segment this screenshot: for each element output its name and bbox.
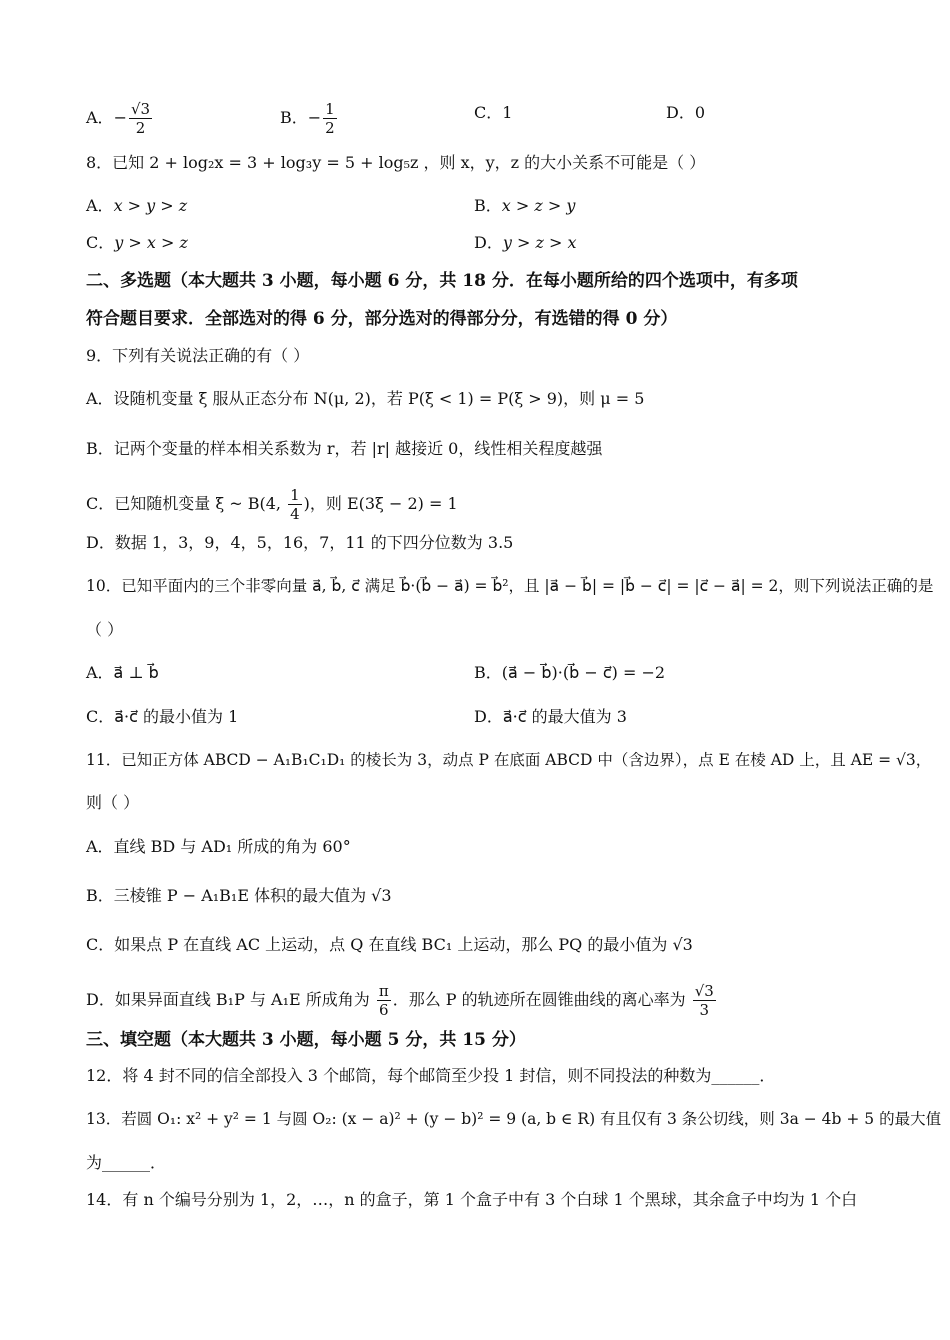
numerator: √3 (694, 982, 714, 1000)
option-label: A． (86, 108, 114, 127)
q10-option-b: B．(a⃗ − b⃗)·(b⃗ − c⃗) = −2 (474, 663, 666, 682)
q14-stem: 14．有 n 个编号分别为 1，2，…，n 的盒子，第 1 个盒子中有 3 个白球 1 个黑球，其余盒子中均为 1 个白 (86, 1190, 858, 1209)
q11-option-b: B．三棱锥 P − A₁B₁E 体积的最大值为 √3 (86, 886, 392, 905)
q7-option-d (666, 101, 705, 125)
q8-option-b (474, 194, 575, 218)
q9-option-c (86, 486, 458, 523)
q10-option-a: A．a⃗ ⊥ b⃗ (86, 663, 159, 682)
q13-stem-line2: 为______． (86, 1153, 167, 1172)
option-text: y > z > x (502, 233, 577, 252)
section-3-heading: 三、填空题（本大题共 3 小题，每小题 5 分，共 15 分） (86, 1030, 526, 1050)
option-text: x > z > y (501, 196, 576, 215)
fraction (288, 486, 302, 523)
option-value: 1 (502, 103, 513, 122)
numerator: 1 (325, 100, 335, 118)
numerator: π (378, 982, 389, 1000)
q10-option-d: D．a⃗·c⃗ 的最大值为 3 (474, 707, 627, 726)
q10-stem: 10．已知平面内的三个非零向量 a⃗, b⃗, c⃗ 满足 b⃗·(b⃗ − a⃗) = b⃗²，且 |a⃗ − b⃗| = |b⃗ − c⃗| = |c⃗ − a⃗| = 2，则下列说法正确的是 (86, 577, 934, 595)
option-label: C． (86, 233, 115, 252)
denominator: 6 (379, 1001, 389, 1019)
numerator: √3 (130, 100, 151, 118)
denominator: 3 (699, 1001, 710, 1019)
option-label: D． (474, 233, 503, 252)
q13-stem-line1: 13．若圆 O₁: x² + y² = 1 与圆 O₂: (x − a)² + (y − b)² = 9 (a, b ∈ R) 有且仅有 3 条公切线，则 3a − 4b + 5 的最大值 (86, 1110, 942, 1128)
q11-option-d (86, 982, 718, 1019)
fraction (377, 982, 391, 1019)
q10-answer-paren: （ ） (86, 620, 124, 639)
q11-option-c: C．如果点 P 在直线 AC 上运动，点 Q 在直线 BC₁ 上运动，那么 PQ 的最小值为 √3 (86, 935, 693, 954)
q8-option-d (474, 231, 577, 255)
option-label: B． (280, 108, 308, 127)
q8-option-a (86, 194, 187, 218)
option-text: y > x > z (114, 233, 188, 252)
fraction (323, 100, 337, 137)
q7-option-b (280, 100, 339, 137)
q7-option-c (474, 101, 512, 125)
q9-option-a: A．设随机变量 ξ 服从正态分布 N(μ, 2)，若 P(ξ < 1) = P(ξ > 9)，则 μ = 5 (86, 389, 645, 408)
q10-option-c: C．a⃗·c⃗ 的最小值为 1 (86, 707, 239, 726)
sign: − (307, 108, 322, 127)
denominator: 2 (325, 119, 335, 137)
option-value: 0 (694, 103, 706, 122)
option-text-prefix: C．已知随机变量 ξ ~ B(4, (86, 494, 287, 513)
q12-stem: 12．将 4 封不同的信全部投入 3 个邮筒，每个邮筒至少投 1 封信，则不同投法的种数为______． (86, 1066, 776, 1085)
numerator: 1 (290, 486, 300, 504)
q7-option-a (86, 100, 154, 137)
option-label: A． (86, 196, 114, 215)
q8-stem: 8．已知 2 + log₂x = 3 + log₃y = 5 + log₅z ，则 x，y，z 的大小关系不可能是（ ） (86, 153, 706, 172)
option-text-prefix: D．如果异面直线 B₁P 与 A₁E 所成角为 (86, 990, 375, 1009)
option-text-suffix: )，则 E(3ξ − 2) = 1 (303, 494, 458, 513)
q11-then: 则（ ） (86, 793, 140, 812)
q11-option-a: A．直线 BD 与 AD₁ 所成的角为 60° (86, 837, 351, 856)
q8-option-c (86, 231, 188, 255)
section-2-heading-line2: 符合题目要求．全部选对的得 6 分，部分选对的得部分分，有选错的得 0 分） (86, 309, 678, 329)
q9-option-b: B．记两个变量的样本相关系数为 r，若 |r| 越接近 0，线性相关程度越强 (86, 439, 603, 458)
option-label: D． (666, 103, 695, 122)
option-label: C． (474, 103, 503, 122)
q11-stem: 11．已知正方体 ABCD − A₁B₁C₁D₁ 的棱长为 3，动点 P 在底面 ABCD 中（含边界），点 E 在棱 AD 上，且 AE = √3， (86, 751, 932, 769)
fraction (693, 982, 716, 1019)
option-text-middle: ．那么 P 的轨迹所在圆锥曲线的离心率为 (392, 990, 691, 1009)
q9-option-d: D．数据 1，3，9，4，5，16，7，11 的下四分位数为 3.5 (86, 533, 514, 552)
denominator: 2 (135, 119, 146, 137)
option-text: x > y > z (113, 196, 188, 215)
section-2-heading-line1: 二、多选题（本大题共 3 小题，每小题 6 分，共 18 分．在每小题所给的四个选项中，有多项 (86, 271, 798, 291)
denominator: 4 (290, 505, 300, 523)
sign: − (113, 108, 127, 127)
fraction (129, 100, 152, 137)
q9-stem: 9．下列有关说法正确的有（ ） (86, 346, 310, 365)
option-label: B． (474, 196, 502, 215)
